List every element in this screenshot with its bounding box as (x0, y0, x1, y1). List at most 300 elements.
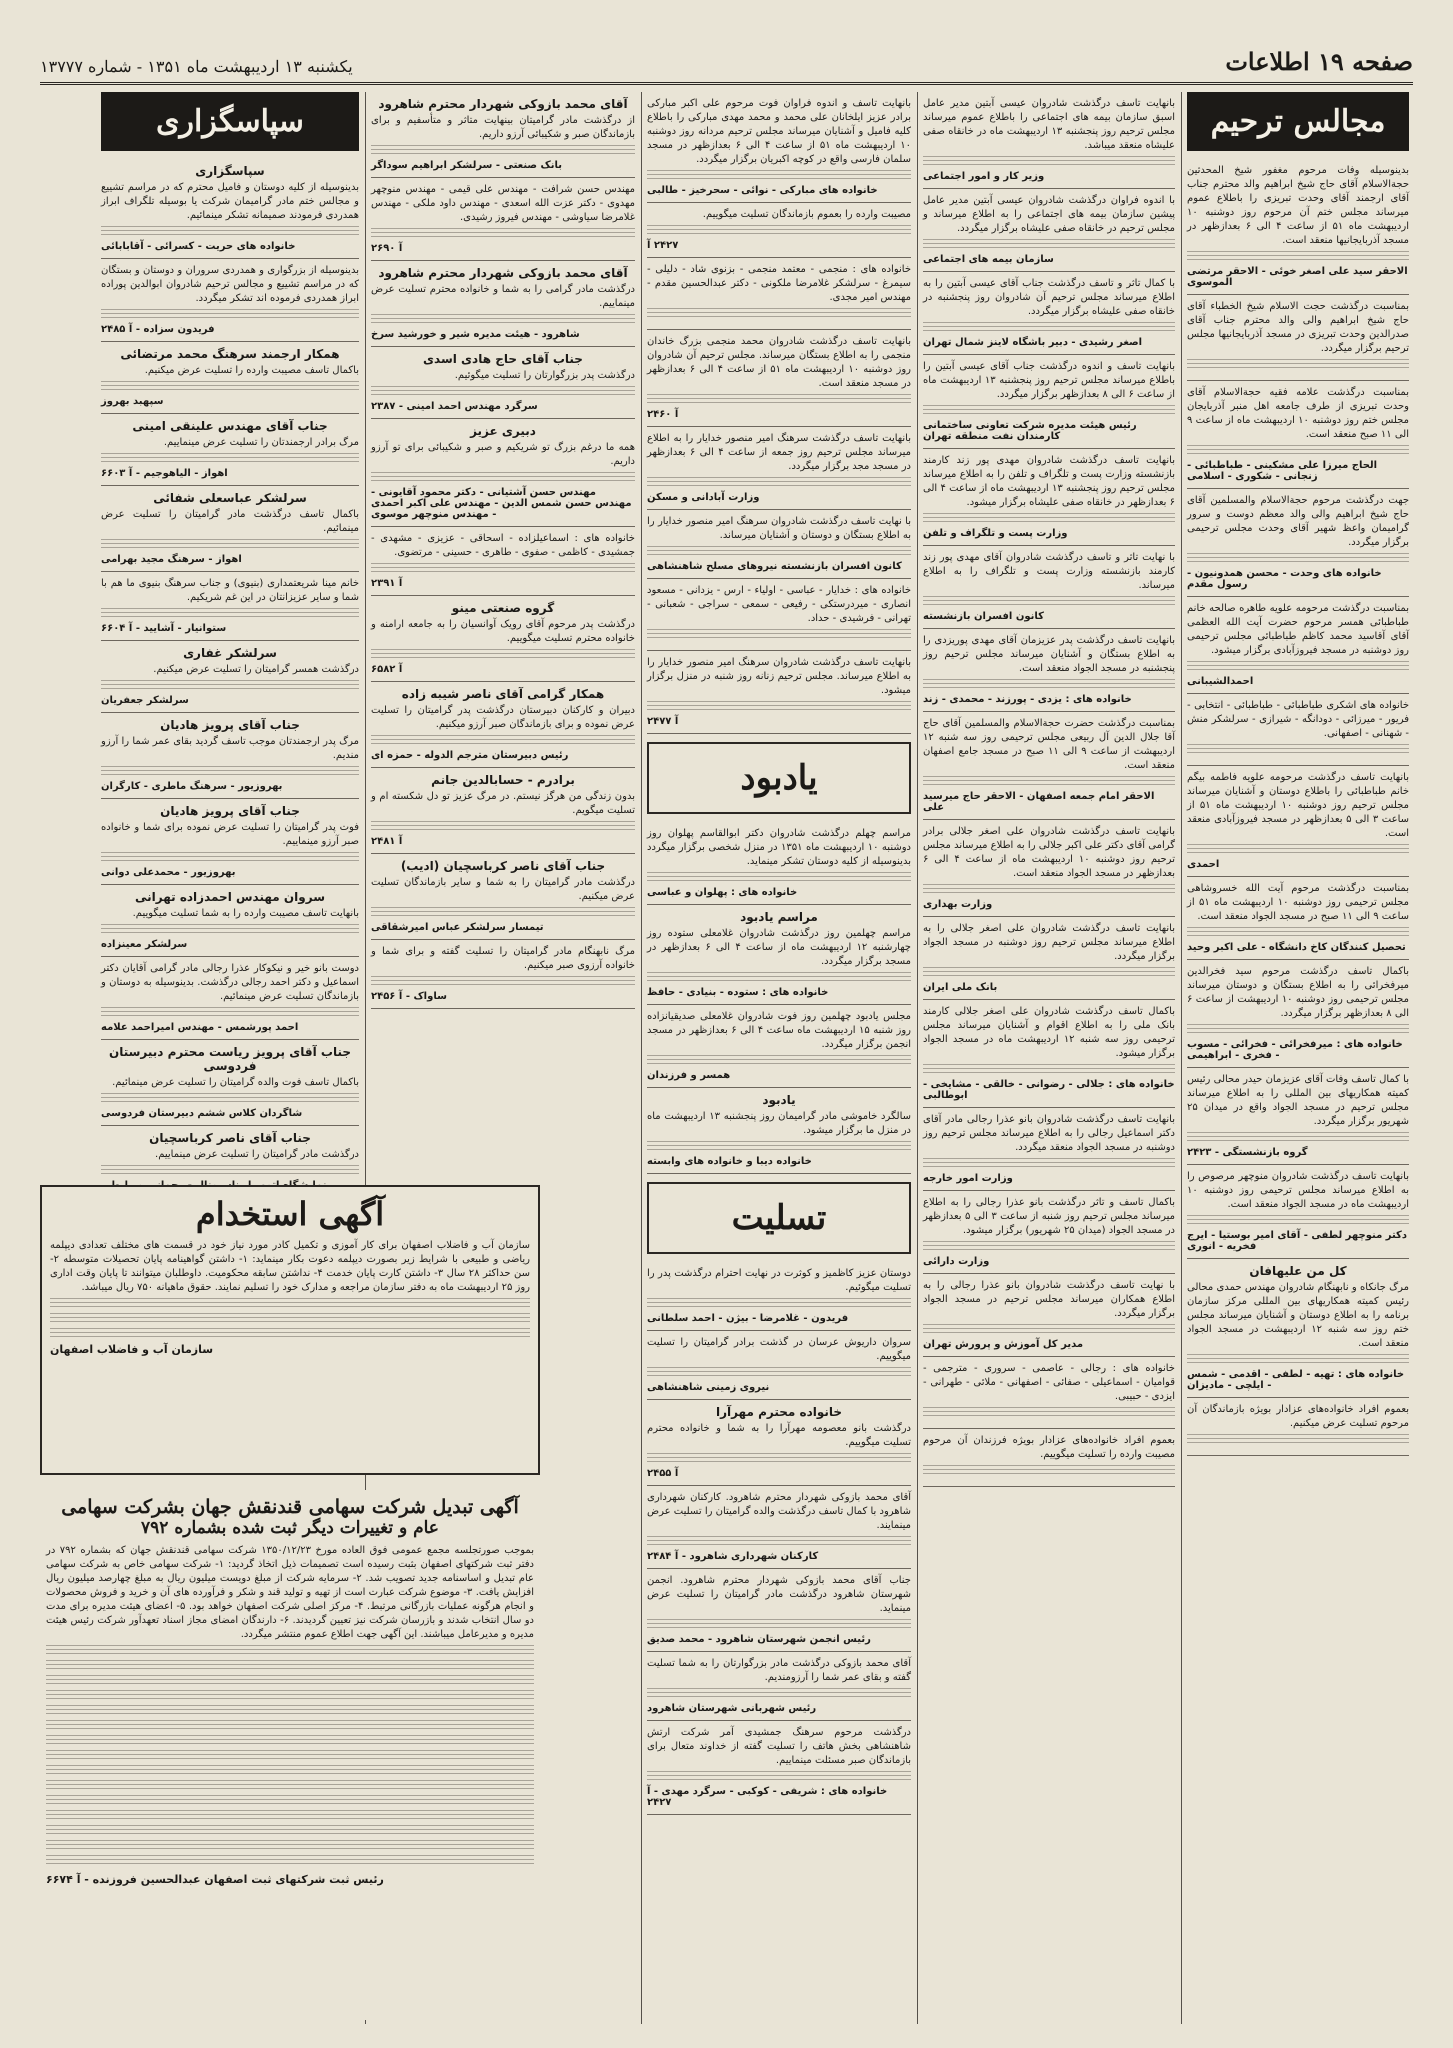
notice-item (923, 820, 1175, 917)
company-ad-title-2: عام و تغییرات دیگر ثبت شده بشماره ۷۹۲ (141, 1518, 439, 1538)
notice-signature: خانواده های : میرفخرائی - فخرائی - مسوب - فخری - ابراهیمی (1187, 1039, 1403, 1061)
company-change-ad (40, 1490, 540, 2020)
company-ad-title-1: آگهی تبدیل شرکت سهامی قندنقش جهان بشرکت سهامی (61, 1496, 519, 1518)
text-filler (101, 226, 359, 238)
text-filler (923, 1158, 1175, 1170)
notice-signature: ستوانیار - آشایید - آ ۶۶۰۴ (101, 623, 227, 634)
notice-signature: فریدون - غلامرضا - بیژن - احمد سلطانی (647, 1313, 849, 1324)
text-filler (647, 629, 911, 641)
text-filler (46, 1780, 534, 1792)
text-filler (101, 381, 359, 393)
text-filler (46, 1660, 534, 1672)
notice-signature: رئیس انجمن شهرستان شاهرود - محمد صدیق (647, 1634, 871, 1645)
notice-title: یادبود (762, 1093, 796, 1107)
notice-item (371, 347, 635, 419)
notice-item (923, 1357, 1175, 1429)
notice-body: بمناسبت درگذشت حضرت حجةالاسلام والمسلمین آقای حاج آقا جلال الدین آل ربیعی مجلس ترحیمی روز سه شنبه ۱۲ اردیبهشت از ساعت ۹ الی ۱۱ صبح در مسجد جامع اصفهان منعقد است. (923, 718, 1175, 771)
notice-body: با کمال تاسف وفات آقای عزیزمان حیدر محالی رئیس کمیته همکاریهای بین المللی را به اطلاع میرساند مجلس ترحیم در مسجد الجواد واقع در میدان ۲۵ شهریور برگزار میگردد. (1187, 1074, 1409, 1127)
text-filler (371, 821, 635, 833)
notice-body: با نهایت تاثر و تاسف درگذشت شادروان آقای مهدی پور زند کارمند بازنشسته وزارت پست و تلگراف را به اطلاع میرساند. (923, 552, 1175, 591)
notice-signature: بهروزیور - سرهنگ ماطری - کارگران (101, 781, 283, 792)
notice-body: بانهایت تاسف درگذشت شادروان مهدی پور زند کارمند بازنشسته وزارت پست و تلگراف و تلفن را به اطلاع میرساند مجلس ترحیم روز پنجشنبه ۱۳ اردیبهشت ماه از ساعت ۴ الی ۶ بعدازظهر در خانقاه صفی علیشاه برگزار میشود. (923, 455, 1175, 508)
column-divider (641, 92, 642, 2024)
text-filler (371, 907, 635, 919)
notice-signature: احمدالشیبانی (1187, 676, 1254, 687)
notice-title: جناب آقای ناصر کرباسچیان (149, 1131, 311, 1145)
notice-item (371, 940, 635, 1009)
text-filler (1187, 251, 1409, 263)
notice-body: درگذشت مادر گرامیتان را تسلیت عرض مینماییم. (155, 1149, 359, 1160)
notice-item (1187, 766, 1409, 877)
section-title-tarhim: مجالس ترحیم (1187, 92, 1409, 151)
notice-signature: بانک ملی ایران (923, 982, 998, 993)
notice-item (101, 572, 359, 641)
notice-title: جناب آقای پرویز هادیان (160, 718, 300, 732)
text-filler (923, 1324, 1175, 1336)
text-filler (50, 1328, 530, 1340)
notice-item (923, 712, 1175, 820)
section-title-tasliat: تسلیت (647, 1182, 911, 1254)
notice-item (1187, 1259, 1409, 1398)
notice-item (371, 92, 635, 178)
notice-body: درگذشت مرحوم سرهنگ جمشیدی آمر شرکت ارتش شاهنشاهی بخش هاتف را تسلیت گفته از خداوند متعال برای بازماندگان صبر مسئلت مینماییم. (647, 1727, 911, 1766)
column-3 (643, 92, 915, 2024)
notice-body: خانواده های : خدایار - عباسی - اولیاء - ارس - یزدانی - مسعود انصاری - میردرستکی - رفیعی - سمعی - سراجی - شعبانی - تهرانی - فرشیدی - حداد. (647, 585, 911, 624)
notice-body: مرگ جانکاه و نابهنگام شادروان مهندس حمدی محالی رئیس کمیته همکاریهای بین المللی مرکز سازمان برنامه را به اطلاع دوستان و آشنایان میرساند مجلس ختم روز سه شنبه ۱۲ اردیبهشت در مسجد الجواد منعقد است. (1187, 1282, 1409, 1349)
notice-item (101, 259, 359, 342)
text-filler (101, 309, 359, 321)
text-filler (46, 1675, 534, 1687)
column-divider (1181, 92, 1182, 2024)
hiring-ad-body: سازمان آب و فاضلاب اصفهان برای کار آموزی و تکمیل کادر مورد نیاز خود در قسمت های مختلف تعدادی دیپلمه ریاضی و طبیعی با شرایط زیر بصورت دیپلمه دعوت بکار مینماید: ۱- داشتن گواهینامه پایان تحصیلات متوسطه ۲- سن حداکثر ۲۸ سال ۳- داشتن کارت پایان خدمت ۴- نداشتن سابقه محکومیت. داوطلبان میتوانند تا پایان وقت اداری روز ۲۵ اردیبهشت ماه به دفتر سازمان مراجعه و مدارک خود را تسلیم نمایند. حقوق ماهیانه ۷۵۰ ریال میباشد. (50, 1240, 531, 1293)
text-filler (647, 872, 911, 884)
notice-signature: سرلشکر جعفریان (101, 695, 189, 706)
text-filler (101, 1165, 359, 1177)
notice-item (647, 905, 911, 1005)
notice-signature: ۲۴۲۷ آ (647, 240, 679, 251)
notice-title: سرلشکر عباسعلی شفائی (153, 491, 307, 505)
text-filler (101, 680, 359, 692)
notice-body: درگذشت پدر بزرگوارتان را تسلیت میگوئیم. (454, 370, 635, 381)
hiring-ad-title: آگهی استخدام (195, 1195, 385, 1233)
text-filler (647, 1298, 911, 1310)
notice-signature: آ ۲۴۷۷ (647, 716, 679, 727)
notice-body: بانهایت تاسف درگذشت شادروان علی اصغر جلالی را به اطلاع میرساند مجلس ترحیم روز دوشنبه در مسجد الجواد برگزار میگردد. (923, 923, 1175, 962)
notice-item (647, 1331, 911, 1400)
notice-body: بانهایت تاسف درگذشت شادروان بانو عذرا رجالی مادر آقای دکتر اسماعیل رجالی را به اطلاع میرساند مجلس ترحیم روز دوشنبه در مسجد الجواد منعقد میگردد. (923, 1114, 1175, 1153)
notice-signature: آ ۲۴۸۱ (371, 836, 403, 847)
notice-item (923, 917, 1175, 1000)
notice-item (101, 641, 359, 713)
text-filler (923, 322, 1175, 334)
notice-item (923, 1429, 1175, 1487)
notice-body: بانهایت تاسف درگذشت سرهنگ امیر منصور خدایار را به اطلاع میرساند مجلس ترحیم روز جمعه از ساعت ۴ الی ۶ بعدازظهر در مسجد مجد برگزار میگردد. (647, 433, 911, 472)
notice-item (647, 1400, 911, 1486)
notice-body: دبیران و کارکنان دبیرستان درگذشت پدر گرامیتان را تسلیت عرض نموده و برای بازماندگان صبر آرزو میکنیم. (371, 705, 635, 730)
notice-body: همه ما درغم بزرگ تو شریکیم و صبر و شکیبائی برای تو آرزو داریم. (371, 442, 635, 467)
notice-body: جناب آقای محمد بازوکی شهردار محترم شاهرود. انجمن شهرستان شاهرود درگذشت مادر گرامیتان را تسلیت عرض مینماید. (647, 1575, 911, 1614)
notice-signature: مهندس حسن آشتیانی - دکتر محمود آقایونی - مهندس حسن شمس الدین - مهندس علی اکبر احمدی - مهندس منوچهر موسوی (371, 487, 632, 520)
notice-item (371, 419, 635, 527)
notice-signature: آ ۶۵۸۲ (371, 664, 403, 675)
notice-body: با اندوه فراوان درگذشت شادروان عیسی آبتین مدیر عامل پیشین سازمان بیمه های اجتماعی را به اطلاع میرساند و مجلس ترحیم در خانقاه صفی علیشاه برگزار میگردد. (923, 195, 1175, 234)
notice-item (923, 449, 1175, 546)
notice-item (923, 1108, 1175, 1191)
text-filler (923, 679, 1175, 691)
notice-body: باکمال تاسف مصیبت وارده را تسلیت عرض میکنیم. (144, 365, 359, 376)
text-filler (371, 472, 635, 484)
text-filler (46, 1840, 534, 1852)
text-filler (1187, 744, 1409, 756)
notice-body: مراسم چهلمین روز درگذشت شادروان غلامعلی ستوده روز چهارشنبه ۱۲ اردیبهشت ماه از ساعت ۴ الی ۶ بعدازظهر در مسجد برگزار میگردد. (647, 928, 911, 967)
notice-body: درگذشت مادر گرامیتان را به شما و سایر بازماندگان تسلیت عرض میکنیم. (371, 877, 635, 902)
text-filler (101, 1093, 359, 1105)
notice-signature: وزارت دارائی (923, 1256, 990, 1267)
text-filler (923, 405, 1175, 417)
text-filler (1187, 661, 1409, 673)
notice-body: مرگ پدر ارجمندتان موجب تاسف گردید بقای عمر شما را آرزو مندیم. (101, 736, 359, 761)
notice-item (101, 713, 359, 799)
notice-signature: نیروی زمینی شاهنشاهی (647, 1382, 770, 1393)
notice-body: با نهایت تاسف درگذشت شادروان بانو عذرا رجالی را به اطلاع همکاران میرساند مجلس ترحیم در مسجد الجواد برگزار میگردد. (923, 1280, 1175, 1319)
notice-signature: ساواک - آ ۲۴۵۶ (371, 991, 447, 1002)
notice-signature: خانواده های وحدت - محسن همدونیون - رسول مقدم (1187, 568, 1382, 590)
notice-title: برادرم - حسابالدین جانم (431, 773, 575, 787)
text-filler (371, 735, 635, 747)
notice-body: بعموم افراد خانواده‌های عزادار بویژه فرزندان آن مرحوم مصیبت وارده را تسلیت میگوییم. (923, 1435, 1175, 1460)
text-filler (923, 513, 1175, 525)
notice-item (101, 414, 359, 486)
notice-signature: خانواده های : شریفی - کوکبی - سرگرد مهدی - آ ۲۴۲۷ (647, 1786, 888, 1808)
notice-body: با نهایت تاسف درگذشت شادروان سرهنگ امیر منصور خدایار را به اطلاع بستگان و دوستان و آشنایان میرساند. (647, 516, 911, 541)
notice-body: مرگ برادر ارجمندتان را تسلیت عرض مینماییم. (163, 437, 359, 448)
notice-body: خانواده های : منجمی - معتمد منجمی - بزنوی شاد - دلیلی - سیمرغ - سرلشکر غلامرضا ملکونی - دکتر عبدالحسین مقدم - مهندس امیر مجدی. (647, 264, 911, 303)
text-filler (923, 156, 1175, 168)
notice-body: باکمال تاسف درگذشت شادروان علی اصغر جلالی کارمند بانک ملی را به اطلاع اقوام و آشنایان میرساند مجلس ترحیمی روز سه شنبه ۱۲ اردیبهشت ماه در مسجد الجواد برگزار میشود. (923, 1006, 1175, 1059)
notice-title: جناب آقای ناصر کرباسچیان (ادیب) (400, 859, 606, 873)
notice-body: بانهایت تاسف درگذشت شادروان سرهنگ امیر منصور خدایار را به اطلاع میرساند. مجلس ترحیم زنانه روز شنبه در منزل برگزار میشود. (647, 657, 911, 696)
text-filler (371, 314, 635, 326)
notice-item (371, 854, 635, 940)
column-tarhim (1183, 92, 1413, 2024)
masthead (40, 40, 1413, 85)
notice-item (1187, 1165, 1409, 1259)
notice-item (923, 189, 1175, 272)
text-filler (647, 170, 911, 182)
text-filler (923, 884, 1175, 896)
notice-body: مصیبت وارده را بعموم بازماندگان تسلیت میگوییم. (702, 209, 911, 220)
text-filler (101, 1007, 359, 1019)
notice-signature: سرگرد مهندس احمد امینی - ۲۳۸۷ (371, 401, 538, 412)
notice-body: آقای محمد بازوکی درگذشت مادر بزرگوارتان را به شما تسلیت گفته و بقای عمر شما را آرزومندیم. (647, 1658, 911, 1683)
text-filler (923, 1407, 1175, 1419)
text-filler (647, 308, 911, 320)
text-filler (50, 1313, 530, 1325)
notice-item (647, 651, 911, 734)
notice-signature: خانواده های : جلالی - رضوانی - خالقی - مشایخی - ابوطالبی (923, 1079, 1175, 1101)
text-filler (46, 1690, 534, 1702)
text-filler (1187, 445, 1409, 457)
notice-title: سرلشکر غفاری (183, 646, 277, 660)
notice-signature: همسر و فرزندان (647, 1070, 731, 1081)
notice-title: آقای محمد بازوکی شهردار محترم شاهرود (378, 97, 628, 111)
notice-signature: اصغر رشیدی - دبیر باشگاه لاینز شمال تهران (923, 337, 1143, 348)
notice-item (923, 1191, 1175, 1274)
notice-signature: خانواده های : تهیه - لطفی - اقدمی - شمس - ایلچی - مادیزان (1187, 1369, 1405, 1391)
text-filler (923, 1465, 1175, 1477)
section-title-yadbood: یادبود (647, 742, 911, 814)
notice-body: بانهایت تاسف مصیبت وارده را به شما تسلیت میگوییم. (132, 908, 359, 919)
notice-item (647, 822, 911, 905)
notice-body: بدینوسیله از بزرگواری و همدردی سروران و دوستان و بستگان که در مراسم تشییع و مجالس ترحیم شادروان ابوالدین پوراده ابراز همدردی فرموده اند تشکر میگردد. (101, 265, 359, 304)
notice-signature: شاهرود - هیئت مدیره شیر و خورشید سرخ (371, 329, 580, 340)
notice-title: آقای محمد بازوکی شهردار محترم شاهرود (378, 266, 628, 280)
notice-item (923, 629, 1175, 712)
notice-title: جناب آقای پرویز هادیان (160, 804, 300, 818)
text-filler (46, 1810, 534, 1822)
text-filler (101, 852, 359, 864)
notice-signature: اهواز - سرهنگ مجید بهرامی (101, 554, 242, 565)
notice-item (371, 596, 635, 682)
notice-signature: وزارت پست و تلگراف و تلفن (923, 528, 1068, 539)
notice-item (101, 1040, 359, 1126)
text-filler (647, 1536, 911, 1548)
text-filler (46, 1645, 534, 1657)
notice-item (101, 799, 359, 885)
notice-title: دبیری عزیز (470, 424, 536, 438)
notice-title: همکار گرامی آقای ناصر شیبه زاده (401, 687, 605, 701)
notice-body: درگذشت بانو معصومه مهرآرا را به شما و خانواده محترم تسلیت میگوییم. (647, 1423, 911, 1448)
notice-signature: مدیر کل آموزش و پرورش تهران (923, 1339, 1084, 1350)
text-filler (647, 394, 911, 406)
notice-body: بدینوسیله وفات مرحوم مغفور شیخ المحدثین حجةالاسلام آقای حاج شیخ ابراهیم والد محترم جناب آقای ارجمند آقای وحدت تبریزی را باطلاع عموم میرساند مجلس ختم آن مرحوم روز دوشنبه ۱۰ اردیبهشت ماه ۵۱ از ساعت ۴ الی ۶ بعدازظهر در مسجد آذربایجانیها منعقد است. (1187, 165, 1409, 246)
text-filler (101, 608, 359, 620)
notice-item (101, 342, 359, 414)
notice-body: فوت پدر گرامیتان را تسلیت عرض نموده برای شما و خانواده صبر آرزو مینماییم. (101, 822, 359, 847)
notice-body: درگذشت پدر مرحوم آقای رویک آوانسیان را به جامعه ارامنه و خانواده محترم تسلیت میگوییم. (371, 619, 635, 644)
hiring-ad (40, 1185, 540, 1475)
text-filler (647, 477, 911, 489)
notice-body: باکمال تاسف درگذشت مادر گرامیتان را تسلیت عرض مینمائیم. (101, 509, 359, 534)
notice-item (647, 510, 911, 579)
text-filler (46, 1855, 534, 1867)
page-number: صفحه ۱۹ اطلاعات (1225, 47, 1413, 76)
notice-title: سروان مهندس احمدزاده تهرانی (134, 890, 325, 904)
notice-body: بمناسبت درگذشت حجت الاسلام شیخ الخطباء آقای حاج شیخ ابراهیم والی والد محترم جناب آقای صدرالدین وحدت تبریزی در مسجد آذربایجانیها مجلس ترحیم برگزار میگردد. (1187, 301, 1409, 354)
notice-signature: بهروزیور - محمدعلی دوانی (101, 867, 236, 878)
notice-item (371, 527, 635, 596)
notice-body: باکمال تاسف فوت والده گرامیتان را تسلیت عرض مینمائیم. (112, 1077, 359, 1088)
text-filler (923, 1064, 1175, 1076)
text-filler (923, 596, 1175, 608)
notice-body: سروان داریوش عرسان در گذشت برادر گرامیتان را تسلیت میگوییم. (647, 1337, 911, 1362)
notice-body: مراسم چهلم درگذشت شادروان دکتر ابوالقاسم پهلوان روز دوشنبه ۱۰ اردیبهشت ماه ۱۳۵۱ در منزل شخصی برگزار میگردد بدینوسیله از کلیه دوستان تشکر مینماید. (647, 828, 911, 867)
text-filler (101, 453, 359, 465)
notice-body: خانواده های اشکری طباطبائی - طباطبائی - انتخابی - فریور - میرزائی - دودانگه - شیرازی - سرلشکر منش - شهنانی - اصفهانی. (1187, 700, 1409, 739)
notice-body: خانواده های : اسماعیلزاده - اسحاقی - عزیزی - مشهدی - جمشیدی - کاظمی - صفوی - طاهری - حسینی - مرتضوی. (371, 533, 635, 558)
notice-item (101, 885, 359, 957)
text-filler (923, 1241, 1175, 1253)
notice-title: سپاسگزاری (195, 164, 265, 178)
text-filler (647, 225, 911, 237)
notice-item (1187, 1068, 1409, 1165)
notice-signature: الحاج میرزا علی مشکینی - طباطبائی - زنجانی - شکوری - اسلامی (1187, 460, 1378, 482)
notice-body: خانواده های : رجالی - عاصمی - سروری - مترجمی - قوامیان - اسماعیلی - صفائی - اصفهانی - ملائی - طهرانی - ایزدی - حبیبی. (923, 1363, 1175, 1402)
notice-item (1187, 597, 1409, 694)
notice-body: بانهایت تاسف درگذشت شادروان علی اصغر جلالی برادر گرامی آقای دکتر علی اکبر جلالی را به اطلاع میرساند مجلس ترحیم روز دوشنبه ۱۰ اردیبهشت ماه از ساعت ۴ الی ۶ بعدازظهر در مسجد الجواد منعقد است. (923, 826, 1175, 879)
notice-body: بانهایت تاسف درگذشت مرحومه علویه فاطمه بیگم خانم طباطبائی را باطلاع دوستان و آشنایان میرساند مجلس ترحیم روز دوشنبه ۱۰ اردیبهشت ماه ۵۱ از ساعت ۳ الی ۵ بعدازظهر در مسجد فیروزآبادی منعقد است. (1187, 772, 1409, 839)
notice-body: بمناسبت درگذشت علامه فقیه حجةالاسلام آقای وحدت تبریزی از طرف جامعه اهل منبر آذربایجان مجلس ختم روز دوشنبه ۱۰ اردیبهشت ماه از ساعت ۹ الی ۱۱ صبح منعقد است. (1187, 387, 1409, 440)
notice-signature: سرلشکر معینزاده (101, 939, 188, 950)
text-filler (50, 1298, 530, 1310)
notice-body: مجلس یادبود چهلمین روز فوت شادروان غلامعلی صدیقیانزاده روز شنبه ۱۵ اردیبهشت ماه ساعت ۴ الی ۶ بعدازظهر در مسجد انجمن برگزار میگردد. (647, 1011, 911, 1050)
notice-signature: آ ۲۶۹۰ (371, 243, 403, 254)
text-filler (1187, 1132, 1409, 1144)
notice-body: بانهایت تاسف درگذشت شادروان محمد منجمی بزرگ خاندان منجمی را به اطلاع بستگان میرساند. مجلس ترحیم آن شادروان روز دوشنبه ۱۰ اردیبهشت ماه ۵۱ از ساعت ۴ الی ۶ بعدازظهر در مسجد منعقد است. (647, 336, 911, 389)
notice-item (923, 92, 1175, 189)
notice-signature: آ ۲۴۵۵ (647, 1468, 679, 1479)
notice-signature: خانواده های مبارکی - نوائی - سحرخیز - طالبی (647, 185, 878, 196)
text-filler (46, 1825, 534, 1837)
text-filler (647, 1367, 911, 1379)
notice-signature: رئیس دبیرستان مترجم الدوله - حمزه ای (371, 750, 569, 761)
text-filler (647, 1453, 911, 1465)
text-filler (371, 976, 635, 988)
notice-body: بدینوسیله از کلیه دوستان و فامیل محترم که در مراسم تشییع و مجالس ختم مادر گرامیمان شرکت یا بوسیله تلگراف ابراز همدردی فرمودند صمیمانه تشکر مینمائیم. (101, 182, 359, 221)
notice-body: بمناسبت درگذشت مرحوم آیت الله خسروشاهی مجلس ترحیمی روز دوشنبه ۱۰ اردیبهشت ماه ۵۱ از ساعت ۹ الی ۱۱ صبح در مسجد الجواد منعقد است. (1187, 883, 1409, 922)
text-filler (1187, 1354, 1409, 1366)
notice-item (1187, 295, 1409, 381)
section-title-sepas: سپاسگزاری (101, 92, 359, 151)
notice-body: از درگذشت مادر گرامیتان بینهایت متاثر و متأسفیم و برای بازماندگان صبر و شکیبائی آرزو داریم. (371, 115, 635, 140)
notice-item (371, 178, 635, 261)
text-filler (1187, 359, 1409, 371)
notice-signature: تیمسار سرلشکر عباس امیرشقاقی (371, 922, 544, 933)
notice-signature: کانون افسران بازنشسته نیروهای مسلح شاهنشاهی (647, 561, 902, 572)
notice-signature: الاحقر امام جمعه اصفهان - الاحقر حاج میرسید علی (923, 791, 1155, 813)
notice-signature: کارکنان شهرداری شاهرود - آ ۲۴۸۴ (647, 1551, 819, 1562)
notice-item (1187, 489, 1409, 597)
notice-signature: آ ۲۴۶۰ (647, 409, 679, 420)
notice-signature: تحصیل کنندگان کاخ دانشگاه - علی اکبر وحید (1187, 942, 1406, 953)
notice-signature: اهواز - الیاهوجیم - آ ۶۶۰۳ (101, 468, 228, 479)
notice-item (371, 768, 635, 854)
text-filler (1187, 844, 1409, 856)
notice-title: جناب آقای پرویز ریاست محترم دبیرستان فردوسی (108, 1045, 351, 1073)
notice-item (647, 427, 911, 510)
text-filler (371, 386, 635, 398)
text-filler (647, 1055, 911, 1067)
text-filler (46, 1705, 534, 1717)
notice-item (647, 1005, 911, 1088)
notice-body: جهت درگذشت مرحوم حجةالاسلام والمسلمین آقای حاج شیخ ابراهیم والی والد معظم دوست و سرور گرامیمان واعظ شهیر آقای وحدت مجلس ترحیمی برگزار میگردد. (1187, 495, 1409, 548)
column-divider (917, 92, 918, 2024)
notice-item (923, 1000, 1175, 1108)
notice-signature: سپهبد بهروز (101, 396, 164, 407)
hiring-ad-sign: سازمان آب و فاضلاب اصفهان (50, 1343, 214, 1356)
text-filler (46, 1735, 534, 1747)
notice-body: باکمال تاسف درگذشت مرحوم سید فخرالدین میرفخرائی را به اطلاع بستگان و دوستان میرساند مجلس ترحیمی روز دوشنبه ۱۰ اردیبهشت از ساعت ۶ الی ۸ بعدازظهر برگزار میگردد. (1187, 966, 1409, 1019)
notice-body: بعموم افراد خانواده‌های عزادار بویژه بازماندگان آن مرحوم تسلیت عرض میکنیم. (1187, 1404, 1409, 1429)
notice-body: آقای محمد بازوکی شهردار محترم شاهرود. کارکنان شهرداری شاهرود با کمال تاسف درگذشت والده گرامیتان را تسلیت عرض مینمایند. (647, 1492, 911, 1531)
notice-body: بمناسبت درگذشت مرحومه علویه طاهره صالحه خانم طباطبائی همسر مرحوم حضرت آیت الله العظمی آقای آقاسید محمد کاظم طباطبائی مجلس ترحیمی روز دوشنبه در مسجد فیروزآبادی برگزار میشود. (1187, 603, 1409, 656)
notice-item (923, 355, 1175, 449)
notice-item (647, 579, 911, 651)
notice-item (1187, 694, 1409, 766)
notice-signature: خانواده های : یزدی - پورزند - محمدی - زند (923, 694, 1132, 705)
notice-signature: بانک صنعتی - سرلشکر ابراهیم سوداگر (371, 160, 563, 171)
notice-item (647, 1088, 911, 1174)
text-filler (1187, 1434, 1409, 1446)
text-filler (923, 239, 1175, 251)
notice-title: گروه صنعتی مینو (451, 601, 555, 615)
text-filler (1187, 927, 1409, 939)
text-filler (371, 145, 635, 157)
notice-signature: خانواده های : ستوده - بنیادی - حافظ (647, 987, 829, 998)
notice-body: بانهایت تاسف و اندوه فراوان فوت مرحوم علی اکبر مبارکی برادر عزیز ایلخانان علی محمد و محمد مهدی مبارکی را باطلاع کلیه فامیل و آشنایان میرساند مجلس ترحیم مردانه روز دوشنبه ۱۰ اردیبهشت ماه ۵۱ از ساعت ۴ الی ۶ بعدازظهر در مسجد سلمان فارسی واقع در کوچه اکبریان برگزار میگردد. (647, 98, 911, 165)
notice-item (923, 1274, 1175, 1357)
notice-signature: گروه بازنشستگی - ۲۴۲۳ (1187, 1147, 1308, 1158)
notice-body: مرگ نابهنگام مادر گرامیتان را تسلیت گفته و برای شما و خانواده آرزوی صبر میکنیم. (371, 946, 635, 971)
notice-body: سالگرد خاموشی مادر گرامیمان روز پنجشنبه ۱۳ اردیبهشت ماه در منزل ما برگزار میشود. (647, 1111, 911, 1136)
notice-item (1187, 1398, 1409, 1456)
notice-title: کل من علیهافان (1249, 1264, 1347, 1278)
text-filler (101, 539, 359, 551)
notice-body: بدون زندگی من هرگز نیستم. در مرگ عزیز تو دل شکسته ام و تسلیت میگویم. (371, 791, 635, 816)
notice-signature: وزارت امور خارجه (923, 1173, 1013, 1184)
notice-item (647, 1721, 911, 1815)
notice-body: مهندس حسن شرافت - مهندس علی قیمی - مهندس منوچهر مهدوی - دکتر عزت الله اسعدی - مهندس داود ملکی - مهندس غلامرضا سیاوشی - مهندس فیروز رشیدی. (371, 184, 635, 223)
notice-signature: سازمان بیمه های اجتماعی (923, 254, 1054, 265)
text-filler (647, 546, 911, 558)
notice-signature: احمدی (1187, 859, 1220, 870)
notice-item (1187, 960, 1409, 1068)
notice-body: درگذشت همسر گرامیتان را تسلیت عرض میکنیم. (153, 664, 359, 675)
notice-item (647, 330, 911, 427)
text-filler (923, 776, 1175, 788)
notice-signature: رئیس هیئت مدیره شرکت تعاونی ساختمانی کارمندان نفت منطقه تهران (923, 420, 1137, 442)
notice-signature: احمد پورشمس - مهندس امیراحمد علامه (101, 1022, 299, 1033)
notice-body: بانهایت تاسف درگذشت شادروان عیسی آبتین مدیر عامل اسبق سازمان بیمه های اجتماعی را باطلاع عموم میرساند مجلس ترحیم روز پنجشنبه ۱۳ اردیبهشت ماه در خانقاه صفی علیشاه منعقد میباشد. (923, 98, 1175, 151)
notice-signature: خانواده دیبا و خانواده های وابسته (647, 1156, 812, 1167)
text-filler (647, 972, 911, 984)
notice-body: درگذشت مادر گرامی را به شما و خانواده محترم تسلیت عرض مینماییم. (371, 284, 635, 309)
notice-signature: وزارت بهداری (923, 899, 993, 910)
notice-signature: وزارت آبادانی و مسکن (647, 492, 760, 503)
notice-item (101, 957, 359, 1040)
text-filler (647, 1771, 911, 1783)
notice-signature: کانون افسران بازنشسته (923, 611, 1044, 622)
notice-body: با کمال تاثر و تاسف درگذشت جناب آقای عیسی آبتین را به اطلاع میرساند مجلس ترحیم آن شادروان روز پنجشنبه در خانقاه صفی علیشاه برگزار میگردد. (923, 278, 1175, 317)
notice-item (647, 1486, 911, 1569)
text-filler (371, 649, 635, 661)
text-filler (1187, 553, 1409, 565)
notice-item (1187, 159, 1409, 295)
company-ad-sign: رئیس ثبت شرکتهای ثبت اصفهان عبدالحسین فروزنده - آ ۶۶۷۴ (46, 1873, 384, 1886)
notice-item (647, 1262, 911, 1331)
notice-title: خانواده محترم مهرآرا (715, 1405, 843, 1419)
column-2 (919, 92, 1179, 2024)
text-filler (101, 924, 359, 936)
text-filler (1187, 1215, 1409, 1227)
notice-signature: وزیر کار و امور اجتماعی (923, 171, 1045, 182)
notice-item (371, 261, 635, 347)
text-filler (923, 967, 1175, 979)
notice-body: بانهایت تاسف و اندوه درگذشت جناب آقای عیسی آبتین را باطلاع میرساند مجلس ترحیم روز پنجشنبه ۱۳ اردیبهشت ماه از ساعت ۶ الی ۸ بعدازظهر برگزار میگردد. (923, 361, 1176, 400)
notice-signature: شاگردان کلاس ششم دبیرستان فردوسی (101, 1108, 303, 1119)
notice-item (923, 546, 1175, 629)
text-filler (46, 1795, 534, 1807)
